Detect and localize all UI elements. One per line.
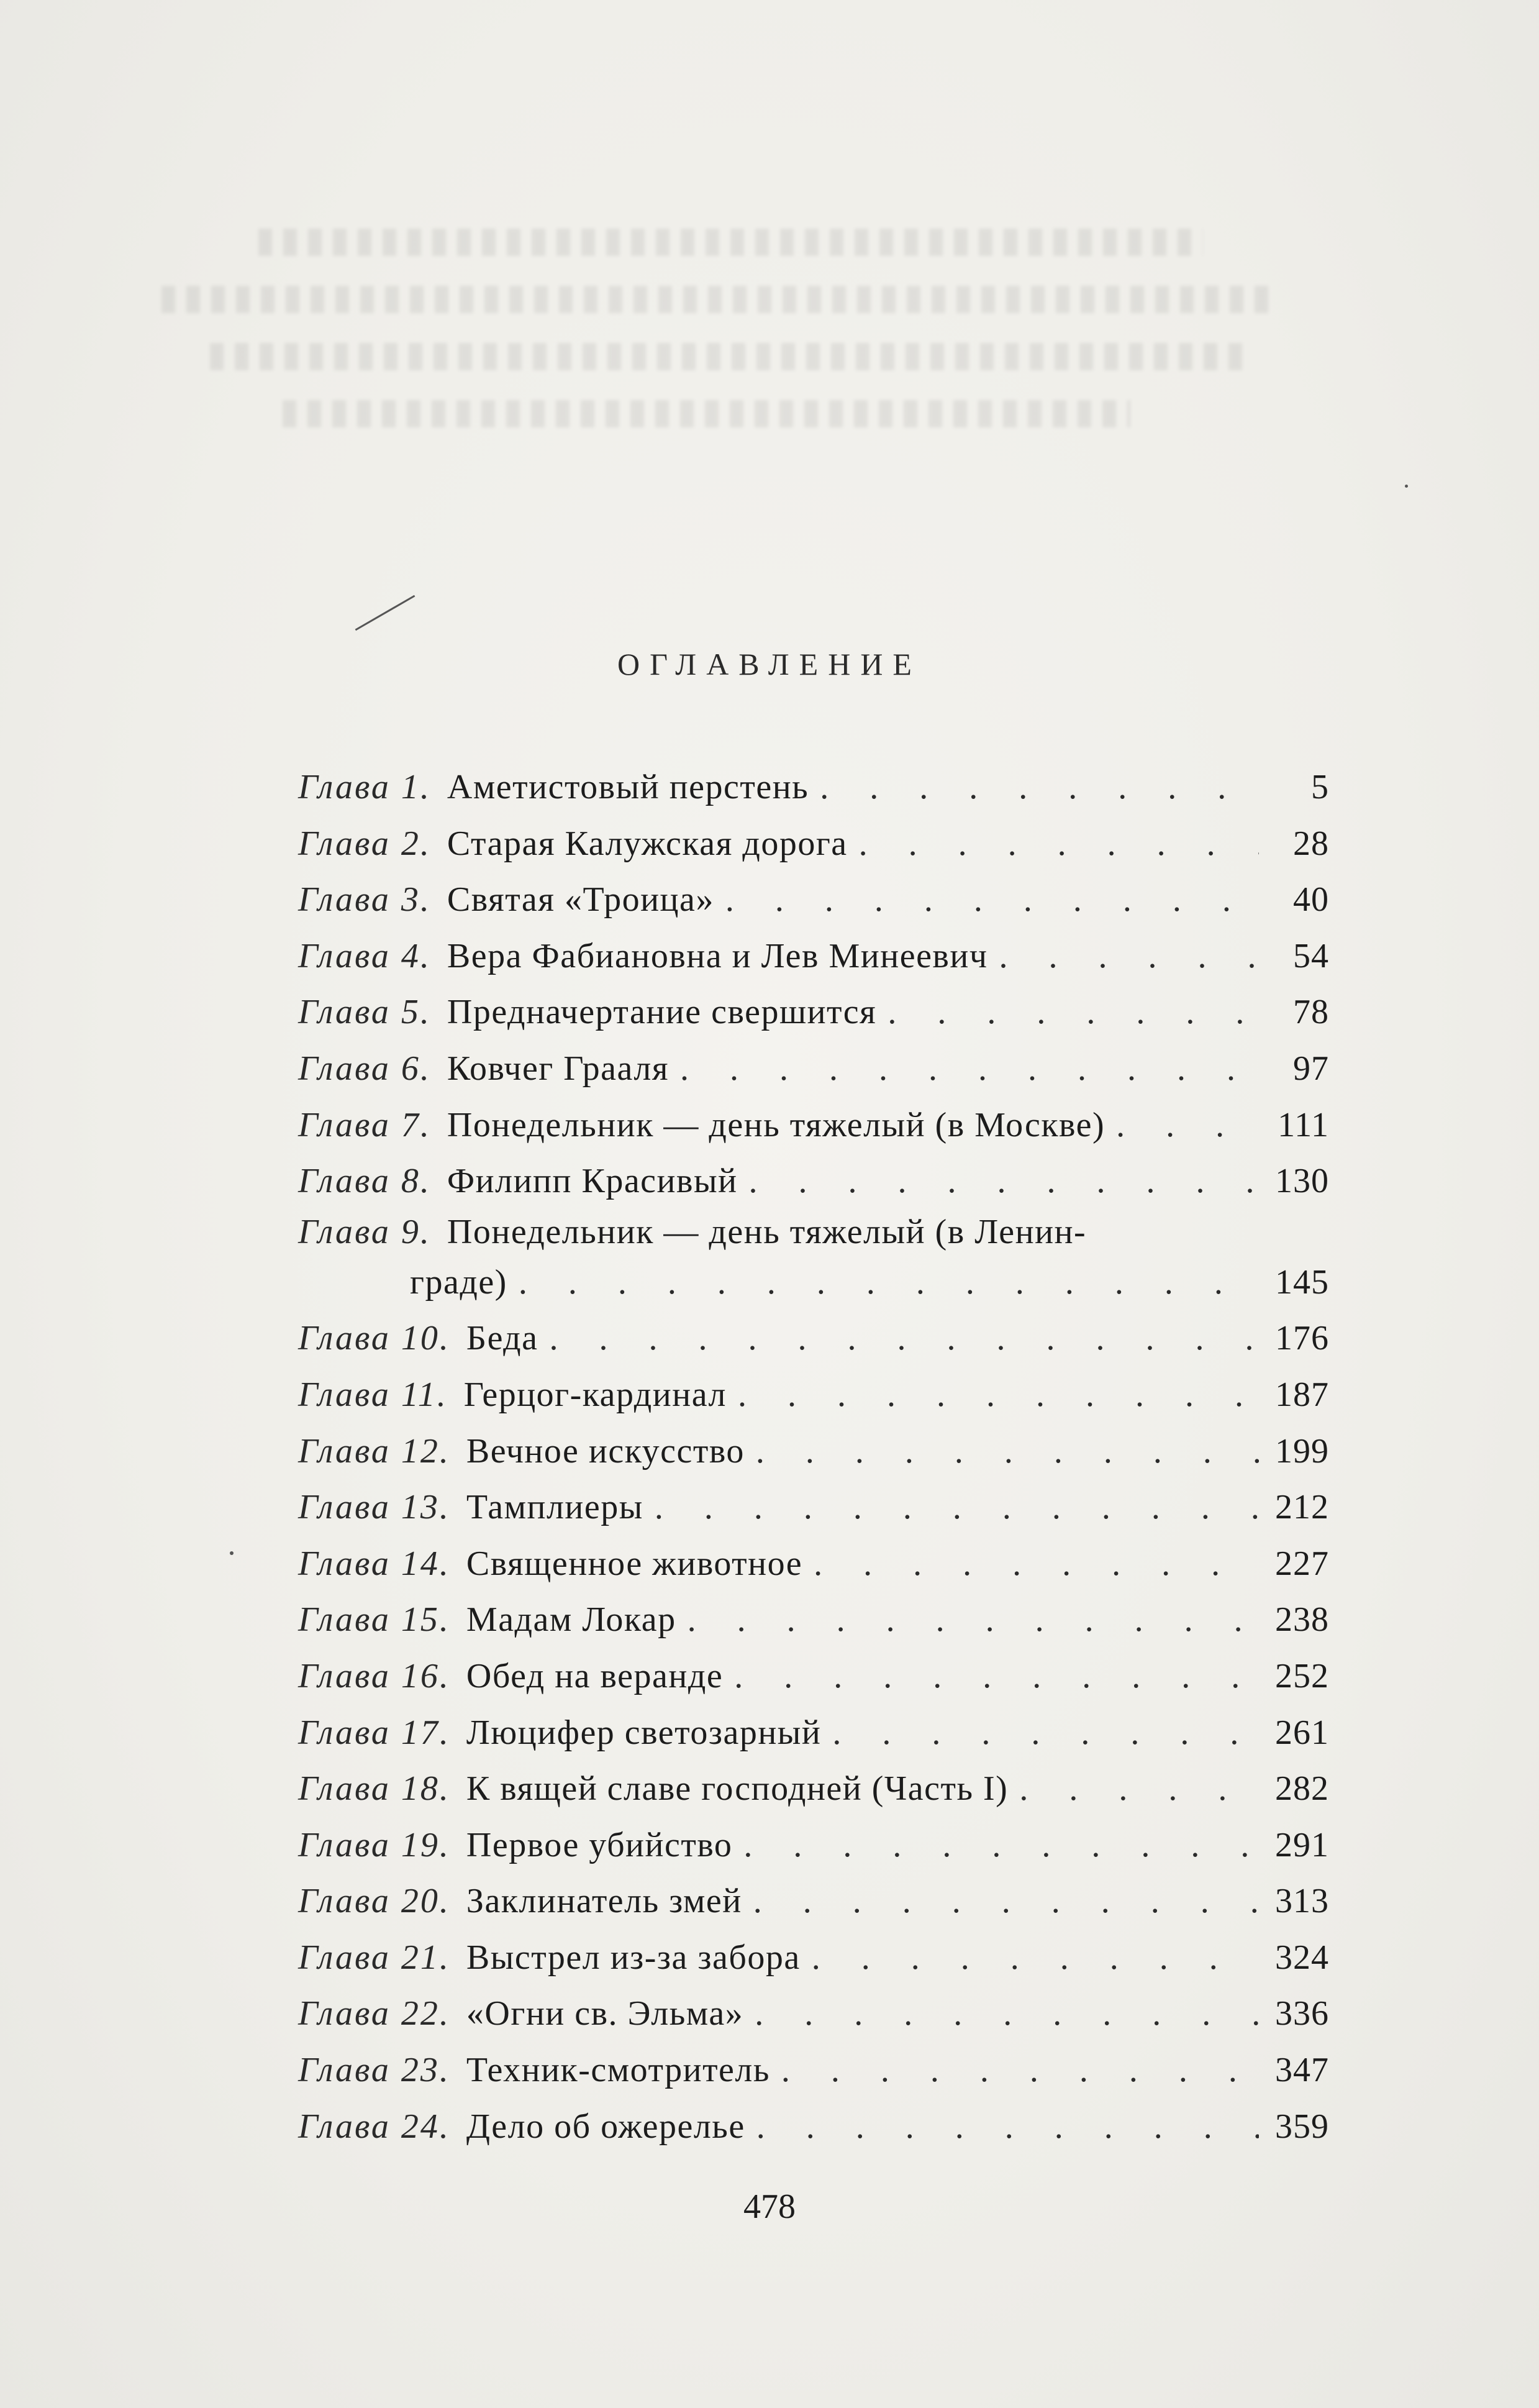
chapter-label xyxy=(298,1536,450,1592)
chapter-title: Ковчег Грааля xyxy=(447,1049,670,1088)
toc-entry xyxy=(298,1210,1329,1254)
chapter-number: 7. xyxy=(401,1105,431,1144)
chapter-label xyxy=(298,1930,450,1986)
chapter-label xyxy=(298,1648,450,1705)
chapter-page: 187 xyxy=(1275,1375,1329,1414)
toc-entry xyxy=(298,984,1329,1041)
chapter-page: 54 xyxy=(1293,936,1329,975)
chapter-page: 324 xyxy=(1275,1938,1329,1977)
chapter-word: Глава xyxy=(298,1544,391,1583)
chapter-word: Глава xyxy=(298,2107,391,2146)
chapter-title: К вящей славе господней (Часть I) xyxy=(466,1769,1009,1808)
chapter-page: 238 xyxy=(1275,1600,1329,1640)
chapter-title: Люцифер светозарный xyxy=(466,1713,822,1752)
chapter-label xyxy=(298,928,431,985)
chapter-number: 14. xyxy=(401,1544,450,1583)
dot-leader xyxy=(749,1153,1259,1210)
chapter-word: Глава xyxy=(298,880,391,919)
dot-leader xyxy=(756,1423,1259,1480)
chapter-page: 336 xyxy=(1275,1994,1329,2033)
toc-entry xyxy=(298,1761,1329,1817)
chapter-label xyxy=(298,816,431,872)
chapter-word: Глава xyxy=(298,1049,391,1088)
chapter-label xyxy=(298,1986,450,2042)
toc-entry xyxy=(298,1479,1329,1536)
dot-leader xyxy=(755,1986,1259,2042)
chapter-page: 28 xyxy=(1293,824,1329,863)
toc-entry xyxy=(298,1536,1329,1592)
chapter-page: 347 xyxy=(1275,2051,1329,2090)
chapter-word: Глава xyxy=(298,1600,391,1640)
chapter-number: 20. xyxy=(401,1882,450,1921)
chapter-word: Глава xyxy=(298,1938,391,1977)
chapter-number: 12. xyxy=(401,1431,450,1471)
chapter-label xyxy=(298,1817,450,1874)
chapter-page: 78 xyxy=(1293,993,1329,1032)
chapter-word: Глава xyxy=(298,2051,391,2090)
chapter-title: Понедельник — день тяжелый (в Ленин- xyxy=(447,1212,1087,1251)
toc-entry xyxy=(298,1930,1329,1986)
chapter-title: Мадам Локар xyxy=(466,1600,676,1640)
chapter-word: Глава xyxy=(298,824,391,863)
chapter-label xyxy=(298,2099,450,2155)
chapter-title: Выстрел из-за забора xyxy=(466,1938,801,1977)
chapter-label xyxy=(298,1367,448,1423)
toc-entry xyxy=(298,928,1329,985)
toc-entry xyxy=(298,1041,1329,1097)
chapter-word: Глава xyxy=(298,1713,391,1752)
chapter-number: 19. xyxy=(401,1825,450,1864)
chapter-title: Старая Калужская дорога xyxy=(447,824,848,863)
toc-entry xyxy=(298,1153,1329,1210)
chapter-title: Обед на веранде xyxy=(466,1656,724,1695)
chapter-title-continuation: граде) xyxy=(410,1262,507,1302)
chapter-word: Глава xyxy=(298,1319,391,1358)
dot-leader xyxy=(655,1479,1259,1536)
chapter-title: Филипп Красивый xyxy=(447,1162,738,1201)
chapter-title: Вечное искусство xyxy=(466,1431,745,1471)
chapter-number: 13. xyxy=(401,1488,450,1527)
chapter-page: 5 xyxy=(1311,768,1329,806)
chapter-label xyxy=(298,1210,431,1254)
chapter-title: Святая «Троица» xyxy=(447,880,714,919)
toc-entry xyxy=(298,816,1329,872)
toc-entry xyxy=(298,1817,1329,1874)
chapter-page: 199 xyxy=(1275,1431,1329,1471)
toc-entry xyxy=(298,1873,1329,1930)
chapter-title: Первое убийство xyxy=(466,1825,733,1864)
dot-leader xyxy=(888,984,1259,1041)
toc-entry xyxy=(298,1986,1329,2042)
dot-leader xyxy=(734,1648,1259,1705)
chapter-label xyxy=(298,872,431,928)
chapter-title: «Огни св. Эльма» xyxy=(466,1994,744,2033)
chapter-label xyxy=(298,1761,450,1817)
chapter-title: Беда xyxy=(466,1319,538,1358)
dot-leader xyxy=(550,1310,1259,1367)
chapter-number: 21. xyxy=(401,1938,450,1977)
table-of-contents xyxy=(298,759,1329,2155)
toc-entry xyxy=(298,1648,1329,1705)
chapter-word: Глава xyxy=(298,1212,391,1251)
chapter-label xyxy=(298,1423,450,1480)
dot-leader xyxy=(753,1873,1259,1930)
chapter-label xyxy=(298,1041,431,1097)
chapter-page: 291 xyxy=(1275,1825,1329,1864)
chapter-number: 2. xyxy=(401,824,431,863)
chapter-number: 9. xyxy=(401,1212,431,1251)
toc-entry xyxy=(298,2099,1329,2155)
dot-leader xyxy=(859,816,1259,872)
chapter-title: Предначертание свершится xyxy=(447,993,877,1032)
speck-mark xyxy=(230,1551,234,1555)
chapter-label xyxy=(298,984,431,1041)
chapter-word: Глава xyxy=(298,1105,391,1144)
toc-entry xyxy=(298,1705,1329,1761)
speck-mark xyxy=(1405,485,1408,488)
chapter-page: 261 xyxy=(1275,1713,1329,1752)
chapter-number: 24. xyxy=(401,2107,450,2146)
chapter-title: Дело об ожерелье xyxy=(466,2107,745,2146)
chapter-title: Священное животное xyxy=(466,1544,803,1583)
chapter-label xyxy=(298,759,431,816)
chapter-page: 130 xyxy=(1275,1162,1329,1201)
chapter-number: 11. xyxy=(401,1375,448,1414)
chapter-page: 359 xyxy=(1275,2107,1329,2146)
chapter-number: 18. xyxy=(401,1769,450,1808)
dot-leader xyxy=(814,1536,1259,1592)
chapter-number: 22. xyxy=(401,1994,450,2033)
chapter-word: Глава xyxy=(298,1375,391,1414)
chapter-number: 23. xyxy=(401,2051,450,2090)
chapter-page: 97 xyxy=(1293,1049,1329,1088)
dot-leader xyxy=(999,928,1260,985)
toc-entry xyxy=(298,1367,1329,1423)
chapter-word: Глава xyxy=(298,1882,391,1921)
toc-entry xyxy=(298,759,1329,816)
chapter-page: 227 xyxy=(1275,1544,1329,1583)
chapter-page: 282 xyxy=(1275,1769,1329,1808)
toc-entry xyxy=(298,1310,1329,1367)
chapter-title: Вера Фабиановна и Лев Минеевич xyxy=(447,936,988,975)
chapter-page: 212 xyxy=(1275,1488,1329,1527)
chapter-label xyxy=(298,1310,450,1367)
toc-entry xyxy=(298,2042,1329,2099)
show-through-text xyxy=(161,199,1373,547)
chapter-label xyxy=(298,1705,450,1761)
chapter-title: Понедельник — день тяжелый (в Москве) xyxy=(447,1105,1105,1144)
dot-leader xyxy=(738,1367,1259,1423)
chapter-word: Глава xyxy=(298,936,391,975)
chapter-page: 145 xyxy=(1275,1262,1329,1302)
toc-entry xyxy=(298,1592,1329,1648)
dot-leader xyxy=(756,2099,1259,2155)
dot-leader xyxy=(688,1592,1259,1648)
chapter-page: 111 xyxy=(1278,1105,1329,1144)
chapter-number: 6. xyxy=(401,1049,431,1088)
chapter-word: Глава xyxy=(298,1994,391,2033)
page-number: 478 xyxy=(743,2187,796,2226)
chapter-word: Глава xyxy=(298,1162,391,1201)
chapter-label xyxy=(298,1097,431,1154)
chapter-title: Аметистовый перстень xyxy=(447,768,809,806)
dot-leader xyxy=(1019,1761,1259,1817)
chapter-page: 313 xyxy=(1275,1882,1329,1921)
chapter-word: Глава xyxy=(298,993,391,1032)
dot-leader xyxy=(680,1041,1259,1097)
chapter-number: 15. xyxy=(401,1600,450,1640)
dot-leader xyxy=(725,872,1259,928)
chapter-label xyxy=(298,1873,450,1930)
chapter-number: 4. xyxy=(401,936,431,975)
chapter-number: 5. xyxy=(401,993,431,1032)
dot-leader xyxy=(781,2042,1259,2099)
toc-entry-continuation xyxy=(298,1254,1329,1311)
chapter-page: 252 xyxy=(1275,1656,1329,1695)
chapter-number: 3. xyxy=(401,880,431,919)
dot-leader xyxy=(1116,1097,1259,1154)
dot-leader xyxy=(743,1817,1259,1874)
chapter-word: Глава xyxy=(298,1488,391,1527)
chapter-number: 10. xyxy=(401,1319,450,1358)
chapter-title: Герцог-кардинал xyxy=(463,1375,727,1414)
chapter-word: Глава xyxy=(298,1656,391,1695)
dot-leader xyxy=(820,759,1259,816)
chapter-title: Техник-смотритель xyxy=(466,2051,770,2090)
chapter-number: 1. xyxy=(401,768,431,806)
chapter-number: 17. xyxy=(401,1713,450,1752)
dot-leader xyxy=(812,1930,1259,1986)
chapter-word: Глава xyxy=(298,1769,391,1808)
chapter-page: 40 xyxy=(1293,880,1329,919)
chapter-word: Глава xyxy=(298,1431,391,1471)
chapter-label xyxy=(298,1153,431,1210)
chapter-label xyxy=(298,1592,450,1648)
toc-entry xyxy=(298,872,1329,928)
chapter-title: Заклинатель змей xyxy=(466,1882,742,1921)
toc-entry xyxy=(298,1097,1329,1154)
dot-leader xyxy=(832,1705,1259,1761)
chapter-label xyxy=(298,2042,450,2099)
toc-entry xyxy=(298,1423,1329,1480)
chapter-label xyxy=(298,1479,450,1536)
dot-leader xyxy=(519,1254,1259,1311)
chapter-word: Глава xyxy=(298,1825,391,1864)
toc-heading: ОГЛАВЛЕНИЕ xyxy=(617,647,922,682)
chapter-page: 176 xyxy=(1275,1319,1329,1358)
chapter-word: Глава xyxy=(298,768,391,806)
chapter-number: 8. xyxy=(401,1162,431,1201)
chapter-number: 16. xyxy=(401,1656,450,1695)
chapter-title: Тамплиеры xyxy=(466,1488,643,1527)
